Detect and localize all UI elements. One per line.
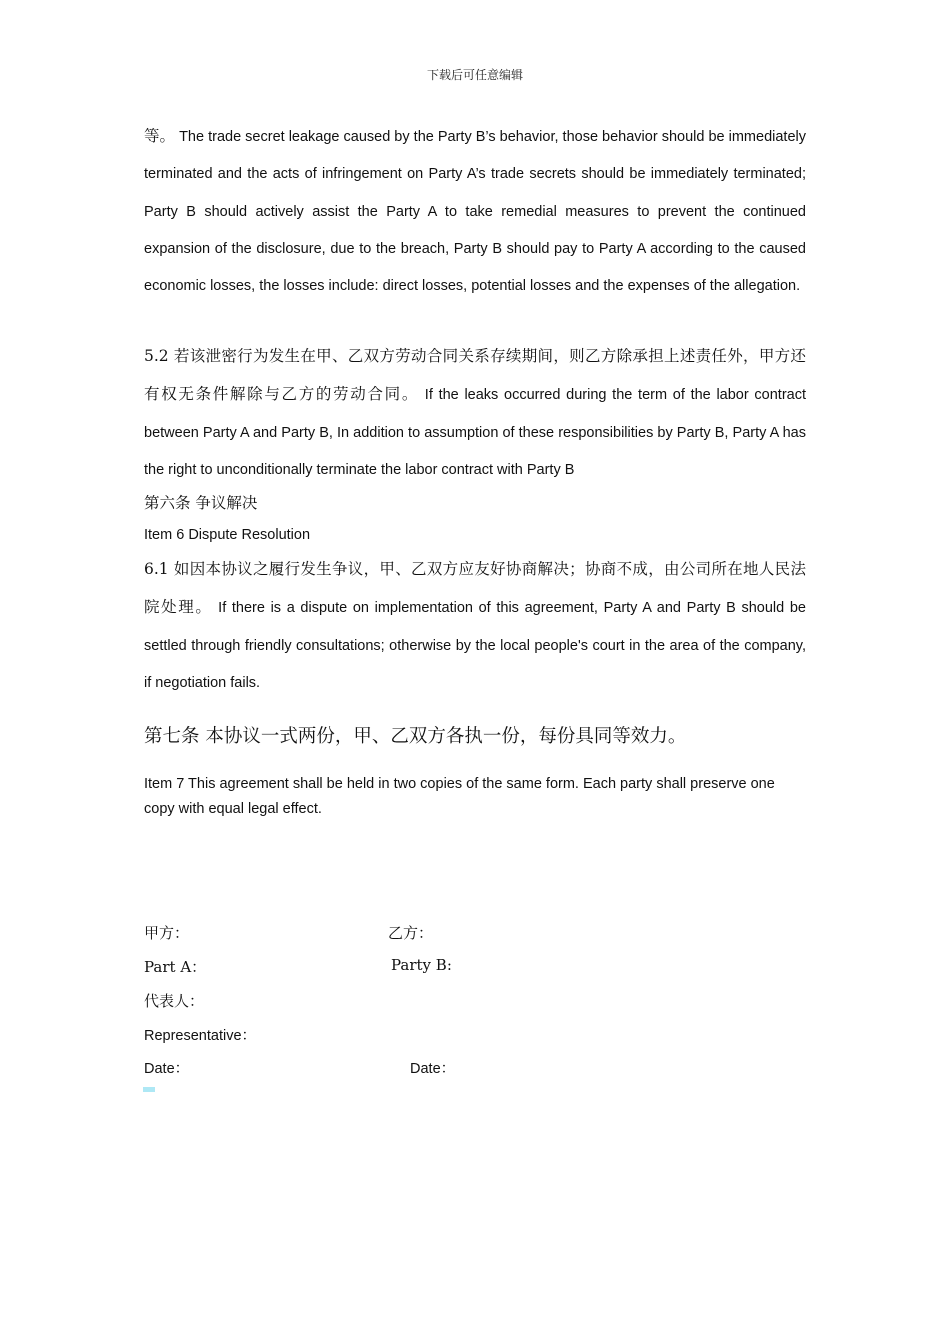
paragraph-6-1-cn: 6.1 如因本协议之履行发生争议，甲、乙双方应友好协商解决；协商不成，由公司所在地人民法院处理。 xyxy=(144,560,806,617)
paragraph-6-1 xyxy=(144,551,806,702)
paragraph-5-2-en: If the leaks occurred during the term of the labor contract between Party A and Party B, In addition to assumption of these responsibilities by Party B, Party A has the right to unconditionally terminate the labor contract with Party B xyxy=(144,387,806,478)
paragraph-6-1-en: If there is a dispute on implementation of this agreement, Party A and Party B should be settled through friendly consultations; otherwise by the local people's court in the area of the company, if negotiation fails. xyxy=(144,600,806,691)
paragraph-5-1-cn: 等。 xyxy=(144,127,176,145)
section-7-heading: 第七条 本协议一式两份，甲、乙双方各执一份，每份具同等效力。 xyxy=(144,726,687,747)
page-header: 下载后可任意编辑 xyxy=(426,68,523,82)
party-b-label-en: Party B: xyxy=(391,956,452,974)
highlight-mark xyxy=(143,1087,155,1092)
representative-label-en: Representative： xyxy=(144,1028,257,1044)
party-b-label-cn: 乙方： xyxy=(388,924,434,942)
date-label-b: Date： xyxy=(410,1061,456,1077)
party-a-label-cn: 甲方： xyxy=(144,924,190,942)
date-label-a: Date： xyxy=(144,1061,190,1077)
paragraph-5-1 xyxy=(144,118,806,305)
paragraph-5-1-en: The trade secret leakage caused by the Party B’s behavior, those behavior should be immediately terminated and the acts of infringement on Party A’s trade secrets should be immediately terminated; Party B should actively assist the Party A to take remedial measures to prevent the continued expansion of the disclosure, due to the breach, Party B should pay to Party A according to the caused economic losses, the losses include: direct losses, potential losses and the expenses of the allegation. xyxy=(144,129,806,295)
paragraph-5-2-cn: 5.2 若该泄密行为发生在甲、乙双方劳动合同关系存续期间，则乙方除承担上述责任外，甲方还有权无条件解除与乙方的劳动合同。 xyxy=(144,347,806,404)
section-6-heading-en: Item 6 Dispute Resolution xyxy=(144,527,311,543)
section-6-heading-cn: 第六条 争议解决 xyxy=(144,494,258,512)
party-a-label-en: Part A： xyxy=(144,958,207,976)
section-7-paragraph: Item 7 This agreement shall be held in two copies of the same form. Each party shall preserve one copy with equal legal effect. xyxy=(144,776,775,817)
paragraph-5-2 xyxy=(144,338,806,489)
representative-label-cn: 代表人： xyxy=(144,992,205,1010)
